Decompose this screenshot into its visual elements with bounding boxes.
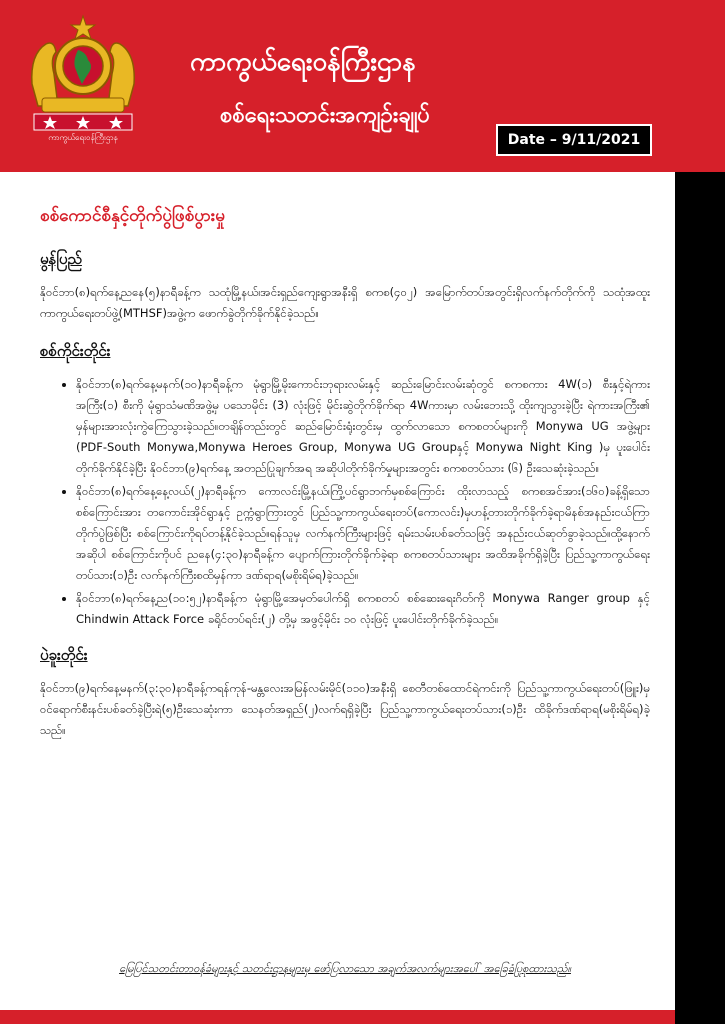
main-content: [40, 205, 650, 759]
bottom-red-bar: [0, 1010, 675, 1024]
section-title-bago: ပဲခူးတိုင်း: [40, 646, 88, 664]
section-sagaing: [40, 342, 650, 630]
emblem-caption: ကာကွယ်ရေးဝန်ကြီးဌာန: [48, 133, 118, 142]
section-title-sagaing: စစ်ကိုင်းတိုင်း: [40, 342, 111, 360]
section-bago: [40, 646, 650, 741]
section-paragraph: နိုဝင်ဘာ(၉)ရက်နေ့မနက်(၃:၃၀)နာရီခန့်ကရန်ကုန်-မန္တလေးအမြန်လမ်းမိုင်(၁၁၀)အနီးရှိ စေတီတစ်ထောင်ရဲကင်းကို ပြည်သူ့ကာကွယ်ရေးတပ်(ဖြူး)မှဝင်ရောက်စီးနင်းပစ်ခတ်ခဲ့ပြီးရဲ(၅)ဦးသေဆုံးကာ သေနတ်အရှည်(၂)လက်ရရှိခဲ့ပြီး ပြည်သူ့ကာကွယ်ရေးတပ်သား(၁)ဦး ထိခိုက်ဒဏ်ရာရ(မစိုးရိမ်ရ)ခဲ့သည်။: [40, 681, 650, 737]
bulletin-subtitle: စစ်ရေးသတင်းအကျဉ်းချုပ်: [220, 103, 430, 128]
ministry-title: ကာကွယ်ရေးဝန်ကြီးဌာန: [190, 47, 416, 77]
list-item: • နိုဝင်ဘာ(၈)ရက်နေ့ည(၁၀:၅၂)နာရီခန့်က မုံရွာမြို့အေမှတ်ပေါက်ရှိ စကစတပ် စစ်ဆေးရေးဂိတ်ကို Monywa Ranger group နှင့် Chindwin Attack Force ခရိုင်တပ်ရင်း(၂) တို့မှ အဖွင့်မိုင်း ၁၀ လုံးဖြင့် ပူးပေါင်းတိုက်ခိုက်ခဲ့သည်။: [76, 588, 650, 630]
date-badge: Date – 9/11/2021: [496, 124, 652, 156]
section-title-mon: မွန်ပြည်: [40, 250, 82, 268]
list-item: • နိုဝင်ဘာ(၈)ရက်နေ့မနက်(၁၀)နာရီခန့်က မုံရွာမြို့မိုးကောင်းဘုရားလမ်းနှင့် ဆည်းမြောင်းလမ်းဆုံတွင် စကစကား 4W(၁) စီးနှင့်ရဲကားအကြီး(၁) စီးကို မုံရွာသံမဏိအဖွဲ့မှ ပသောမိုင်း (3) လုံးဖြင့် မိုင်းဆွဲတိုက်ခိုက်ရာ 4Wကားမှာ လမ်းဘေးသို့ ထိုးကျသွားခဲ့ပြီး ရဲကားအကြီး၏ မှန်များအားလုံးကွဲကြေသွားခဲ့သည်။တချိန်တည်းတွင် ဆည်မြောင်းရုံးတွင်းမှ ထွက်လာသော စကစတပ်များကို Monywa UG အဖွဲ့များ (PDF-South Monywa,Monywa Heroes Group, Monywa UG Groupနှင့် Monywa Night King )မှ ပူးပေါင်းတိုက်ခိုက်နိုင်ခဲ့ပြီး နိုဝင်ဘာ(၉)ရက်နေ့ အတည်ပြုချက်အရ အဆိုပါတိုက်ခိုက်မှုများအတွင်း စကစတပ်သား (၆) ဦးသေဆုံးခဲ့သည်။: [76, 374, 650, 479]
header-banner: [0, 0, 725, 172]
page-heading: စစ်ကောင်စီနှင့်တိုက်ပွဲဖြစ်ပွားမှု: [40, 206, 225, 226]
section-paragraph: နိုဝင်ဘာ(၈)ရက်နေ့ညနေ(၅)နာရီခန့်က သထုံမြို့နယ်၊အင်းရှည်ကျေးရွာအနီးရှိ စကစ(၄၀၂) အမြောက်တပ်အတွင်းရှိလက်နက်တိုက်ကို သထုံအထူးကာကွယ်ရေးတပ်ဖွဲ့(MTHSF)အဖွဲ့က ဖောက်ခွဲတိုက်ခိုက်နိုင်ခဲ့သည်။: [40, 285, 650, 320]
source-note: မြေပြင်သတင်းတာဝန်ခံများနှင့် သတင်းဌာနများမှ ဖော်ပြလာသော အချက်အလက်များအပေါ် အခြေခံပြုစုထားသည်။: [119, 962, 571, 975]
state-emblem-icon: [28, 14, 138, 146]
section-mon: [40, 250, 650, 324]
list-item: • နိုဝင်ဘာ(၈)ရက်နေ့နေ့လယ်(၂)နာရီခန့်က ကောလင်းမြို့နယ်၊ကြို့ပင်ရွာဘက်မှစစ်ကြောင်း ထိုးလာသည့် စကစအင်အား(၁၆၀)ခန့်ရှိသော စစ်ကြောင်းအား တကောင်းအိုင်ရွာနှင့် ဥက္ကံရွာကြားတွင် ပြည်သူ့ကာကွယ်ရေးတပ်(ကောလင်း)မှဟန့်တားတိုက်ခိုက်ခဲ့ရာမိနစ်အနည်းငယ်ကြာ တိုက်ပွဲဖြစ်ပြီး စစ်ကြောင်းကိုရပ်တန့်နိုင်ခဲ့သည်။ရန်သူမှ လက်နက်ကြီးများဖြင့် ရမ်းသမ်းပစ်ခတ်သဖြင့် အနည်းငယ်ဆုတ်ခွာခဲ့သည်။ထို့နောက်အဆိုပါ စစ်ကြောင်းကိုပင် ညနေ(၄:၃၀)နာရီခန့်က ပျောက်ကြားတိုက်ခိုက်ခဲ့ရာ စကစတပ်သားများ အထိအခိုက်ရှိခဲ့ပြီး ပြည်သူ့ကာကွယ်ရေးတပ်သား(၁)ဦး လက်နက်ကြီးစထိမှန်ကာ ဒဏ်ရာရ(မစိုးရိမ်ရ)ခဲ့သည်။: [76, 481, 650, 586]
bullet-list: [40, 374, 650, 630]
